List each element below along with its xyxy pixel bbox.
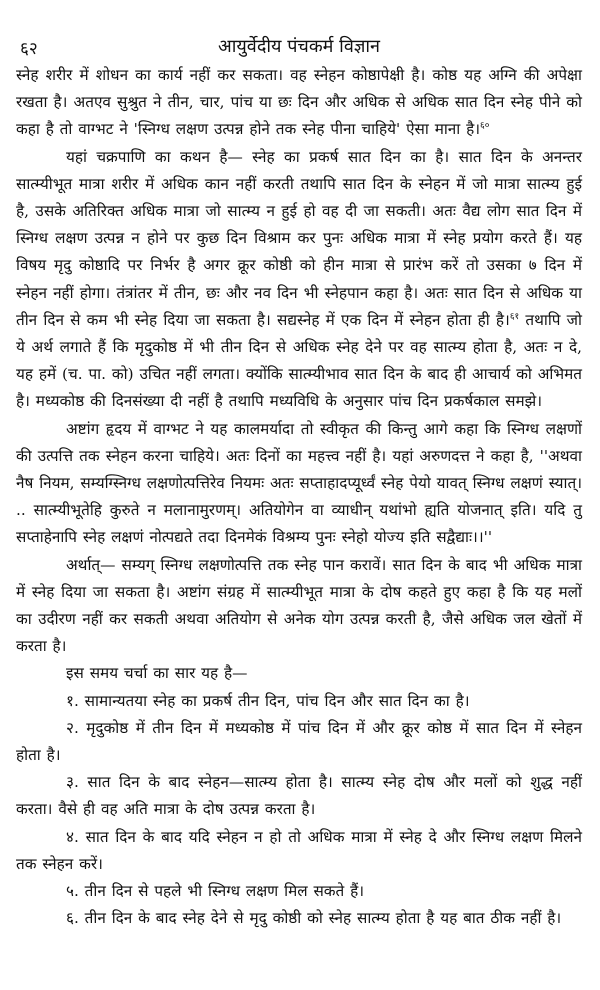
list-item: ६. तीन दिन के बाद स्नेह देने से मृदु कोष्ठी को स्नेह सात्म्य होता है यह बात ठीक नहीं है। [66, 909, 562, 928]
paragraph: अर्थात्— सम्यग् स्निग्ध लक्षणोत्पत्ति तक स्नेह पान करावें। सात दिन के बाद भी अधिक मात्रा में स्नेह दिया जा सकता है। अष्टांग संग्रह में सात्म्यीभूत मात्रा के दोष कहते हुए कहा है कि यह मलों का उदीरण नहीं कर सकती अथवा अतियोग से अनेक योग उत्पन्न करती है, जैसे अधिक जल खेतों में करता है। [16, 555, 582, 656]
paragraph: इस समय चर्चा का सार यह है— [66, 664, 248, 683]
page-header [16, 0, 582, 62]
list-item: २. मृदुकोष्ठ में तीन दिन में मध्यकोष्ठ में पांच दिन में और क्रूर कोष्ठ में सात दिन में स्नेहन होता है। [16, 718, 582, 765]
list-item: १. सामान्यतया स्नेह का प्रकर्ष तीन दिन, पांच दिन और सात दिन का है। [66, 691, 470, 710]
body-text [16, 62, 582, 933]
list-item: ३. सात दिन के बाद स्नेहन—सात्म्य होता है। सात्म्य स्नेह दोष और मलों को शुद्ध नहीं करता। वैसे ही वह अति मात्रा के दोष उत्पन्न करता है। [16, 773, 582, 819]
footnote-ref: ६१ [509, 311, 520, 322]
footnote-ref: ६० [480, 121, 490, 132]
list-item: ५. तीन दिन से पहले भी स्निग्ध लक्षण मिल सकते हैं। [66, 882, 365, 901]
paragraph: अष्टांग हृदय में वाग्भट ने यह कालमर्यादा तो स्वीकृत की किन्तु आगे कहा कि स्निग्ध लक्षणों की उत्पत्ति तक स्नेहन करना चाहिये। अतः दिनों का महत्त्व नहीं है। यहां अरुणदत्त ने कहा है, ''अथवा नैष नियम, सम्यग्स्निग्ध लक्षणोत्पत्तिरेव नियमः अतः सप्ताहादप्यूर्ध्वं स्नेह पेयो यावत् स्निग्ध लक्षणं स्यात्। .. सात्म्यीभूतेहि कुरुते न मलानामुरणम्। अतियोगेन वा व्याधीन् यथांभो ह्यति योजनात् इति। यदि तु सप्ताहेनापि स्नेह लक्षणं नोत्पद्यते तदा दिनमेकं विश्रम्य पुनः स्नेहो योज्य इति सद्वैद्याः।।'' [16, 419, 582, 547]
page-number: ६२ [20, 39, 38, 59]
paragraph: स्नेह शरीर में शोधन का कार्य नहीं कर सकता। वह स्नेहन कोष्ठापेक्षी है। कोष्ठ यह अग्नि की अपेक्षा रखता है। अतएव सुश्रुत ने तीन, चार, पांच या छः दिन और अधिक से अधिक सात दिन स्नेह पीने को कहा है तो वाग्भट ने 'स्निग्ध लक्षण उत्पन्न होने तक स्नेह पीना चाहिये' ऐसा माना है।$^{६०}$ [16, 66, 582, 139]
running-title: आयुर्वेदीय पंचकर्म विज्ञान [217, 36, 381, 57]
list-item: ४. सात दिन के बाद यदि स्नेहन न हो तो अधिक मात्रा में स्नेह दे और स्निग्ध लक्षण मिलने तक स्नेहन करें। [16, 827, 582, 873]
paragraph: यहां चक्रपाणि का कथन है— स्नेह का प्रकर्ष सात दिन का है। सात दिन के अनन्तर सात्म्यीभूत मात्रा शरीर में अधिक कान नहीं करती तथापि सात दिन के स्नेहन में जो मात्रा सात्म्य हुई है, उसके अतिरिक्त अधिक मात्रा जो सात्म्य न हुई हो वह दी जा सकती। अतः वैद्य लोग सात दिन में स्निग्ध लक्षण उत्पन्न न होने पर कुछ दिन विश्राम कर पुनः अधिक मात्रा में स्नेह प्रयोग करते हैं। यह विषय मृदु कोष्ठादि पर निर्भर है अगर क्रूर कोष्ठी को हीन मात्रा से प्रारंभ करें तो उसका ७ दिन में स्नेहन नहीं होगा। तंत्रांतर में तीन, छः और नव दिन भी स्नेहपान कहा है। अतः सात दिन से अधिक या तीन दिन से कम भी स्नेह दिया जा सकता है। सद्यस्नेह में एक दिन में स्नेहन होता ही है।$^{६१}$ तथापि जो ये अर्थ लगाते हैं कि मृदुकोष्ठ में भी तीन दिन से अधिक स्नेह देने पर वह सात्म्य होता है, अतः न दे, यह हमें (च. पा. को) उचित नहीं लगता। क्योंकि सात्म्यीभाव सात दिन के बाद ही आचार्य को अभिमत है। मध्यकोष्ठ की दिनसंख्या दी नहीं है तथापि मध्यविधि के अनुसार पांच दिन प्रकर्षकाल समझे। [16, 147, 582, 411]
